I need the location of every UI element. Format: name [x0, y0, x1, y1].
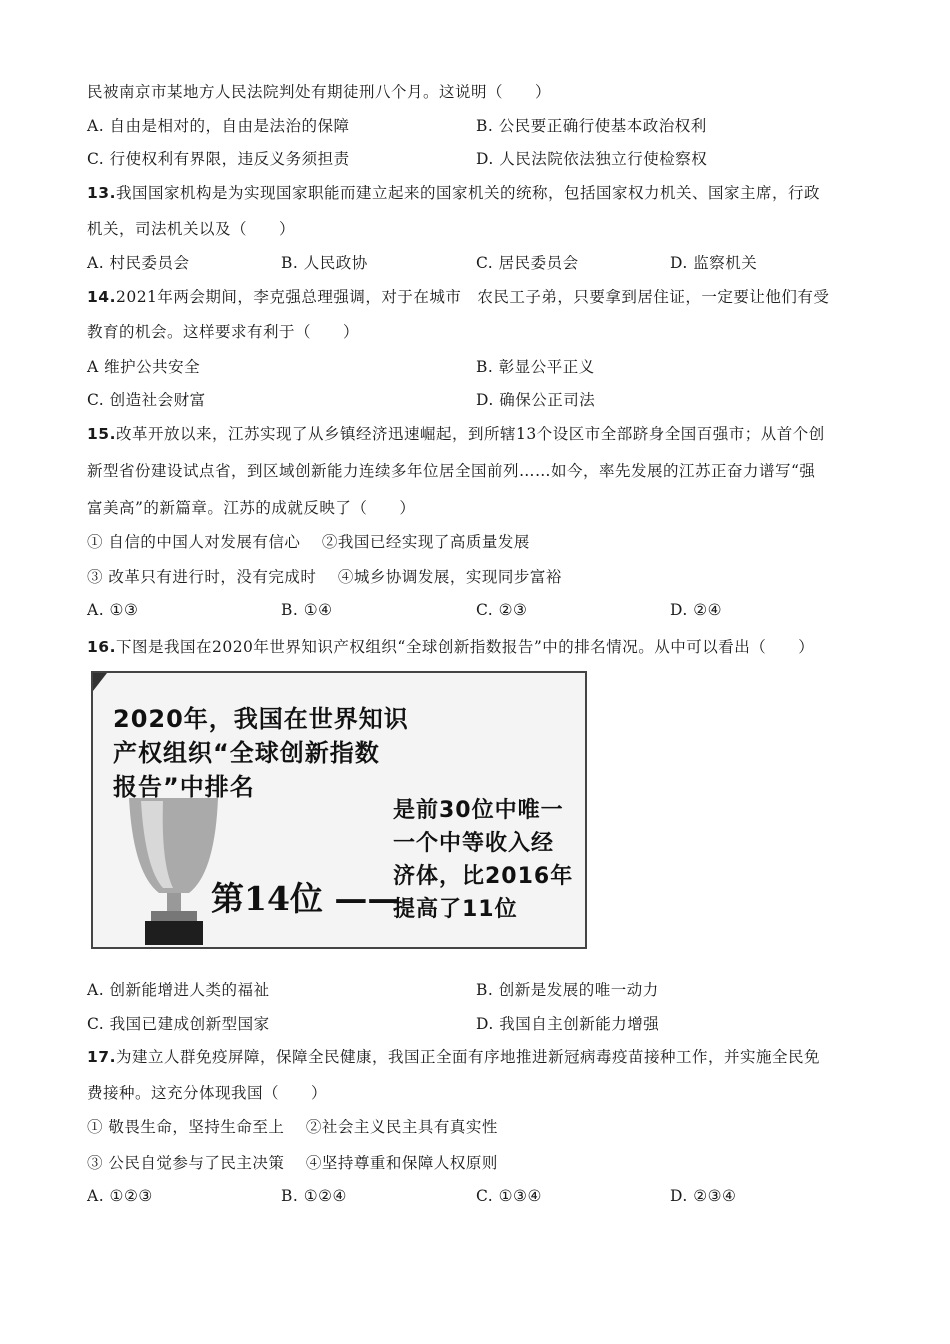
q12-option-d: D. 人民法院依法独立行使检察权 [476, 150, 708, 168]
q17-items-line2: ③ 公民自觉参与了民主决策 ④坚持尊重和保障人权原则 [87, 1154, 498, 1172]
q14-number: 14. [87, 288, 116, 306]
q17-option-a: A. ①②③ [87, 1187, 153, 1205]
q17-items-line1: ① 敬畏生命，坚持生命至上 ②社会主义民主具有真实性 [87, 1118, 498, 1136]
q15-option-a: A. ①③ [87, 601, 139, 619]
q16-option-b: B. 创新是发展的唯一动力 [476, 981, 659, 999]
q17-stem-line2: 费接种。这充分体现我国（ ） [87, 1084, 328, 1102]
figure-note-line4: 提高了11位 [393, 897, 518, 922]
figure-title-line2: 产权组织“全球创新指数 [113, 739, 380, 767]
corner-arrow-icon [93, 673, 107, 691]
q16-option-d: D. 我国自主创新能力增强 [476, 1015, 660, 1033]
q16-number: 16. [87, 638, 116, 656]
q15-stem-line1 [87, 422, 825, 444]
q16-stem-text: 下图是我国在2020年世界知识产权组织“全球创新指数报告”中的排名情况。从中可以看出（ ） [115, 638, 815, 656]
q15-option-c: C. ②③ [476, 601, 528, 619]
q14-option-d: D. 确保公正司法 [476, 391, 596, 409]
q13-number: 13. [87, 184, 116, 202]
q17-option-b: B. ①②④ [281, 1187, 347, 1205]
q15-items-line1: ① 自信的中国人对发展有信心 ②我国已经实现了高质量发展 [87, 533, 530, 551]
q14-option-b: B. 彰显公平正义 [476, 358, 595, 376]
q13-option-b: B. 人民政协 [281, 254, 368, 272]
q14-stem-text: 2021年两会期间，李克强总理强调，对于在城市 农民工子弟，只要拿到居住证，一定要让他们有受 [115, 288, 830, 306]
q17-option-c: C. ①③④ [476, 1187, 542, 1205]
figure-note-line2: 一个中等收入经 [393, 831, 555, 856]
q13-option-d: D. 监察机关 [670, 254, 758, 272]
q12-option-a: A. 自由是相对的，自由是法治的保障 [87, 117, 350, 135]
figure-title-line3: 报告”中排名 [113, 773, 255, 801]
trophy-icon [129, 798, 218, 945]
q15-stem-text: 改革开放以来，江苏实现了从乡镇经济迅速崛起，到所辖13个设区市全部跻身全国百强市；从首个创 [115, 425, 825, 443]
figure-title-line1: 2020年，我国在世界知识 [113, 705, 409, 733]
q15-stem-line3: 富美高”的新篇章。江苏的成就反映了（ ） [87, 499, 416, 517]
q12-stem-tail: 民被南京市某地方人民法院判处有期徒刑八个月。这说明（ ） [87, 83, 552, 101]
q16-stem-line1 [87, 635, 814, 657]
q15-option-b: B. ①④ [281, 601, 333, 619]
q13-stem-line2: 机关，司法机关以及（ ） [87, 220, 296, 238]
figure-note-line1: 是前30位中唯一 [393, 798, 564, 823]
q15-stem-line2: 新型省份建设试点省，到区域创新能力连续多年位居全国前列……如今，率先发展的江苏正奋力谱写“强 [87, 462, 816, 480]
q14-stem-line2: 教育的机会。这样要求有利于（ ） [87, 323, 360, 341]
q12-option-c: C. 行使权利有界限，违反义务须担责 [87, 150, 350, 168]
figure-rank-label: 第14位 —— [211, 879, 401, 918]
q13-stem-text: 我国国家机构是为实现国家职能而建立起来的国家机关的统称，包括国家权力机关、国家主席，行政 [115, 184, 820, 202]
q17-stem-line1 [87, 1045, 820, 1067]
q12-option-b: B. 公民要正确行使基本政治权利 [476, 117, 707, 135]
q15-items-line2: ③ 改革只有进行时，没有完成时 ④城乡协调发展，实现同步富裕 [87, 568, 562, 586]
q13-option-c: C. 居民委员会 [476, 254, 579, 272]
q14-option-c: C. 创造社会财富 [87, 391, 206, 409]
q16-option-c: C. 我国已建成创新型国家 [87, 1015, 270, 1033]
q13-stem-line1 [87, 181, 820, 203]
figure-note-line3: 济体，比2016年 [393, 864, 574, 889]
q15-number: 15. [87, 425, 116, 443]
q17-option-d: D. ②③④ [670, 1187, 737, 1205]
q15-option-d: D. ②④ [670, 601, 723, 619]
q17-stem-text: 为建立人群免疫屏障，保障全民健康，我国正全面有序地推进新冠病毒疫苗接种工作，并实施全民免 [115, 1048, 820, 1066]
q14-option-a: A 维护公共安全 [87, 358, 201, 376]
q17-number: 17. [87, 1048, 116, 1066]
innovation-ranking-figure [91, 671, 587, 949]
q13-option-a: A. 村民委员会 [87, 254, 190, 272]
q16-option-a: A. 创新能增进人类的福祉 [87, 981, 270, 999]
q14-stem-line1 [87, 285, 829, 307]
